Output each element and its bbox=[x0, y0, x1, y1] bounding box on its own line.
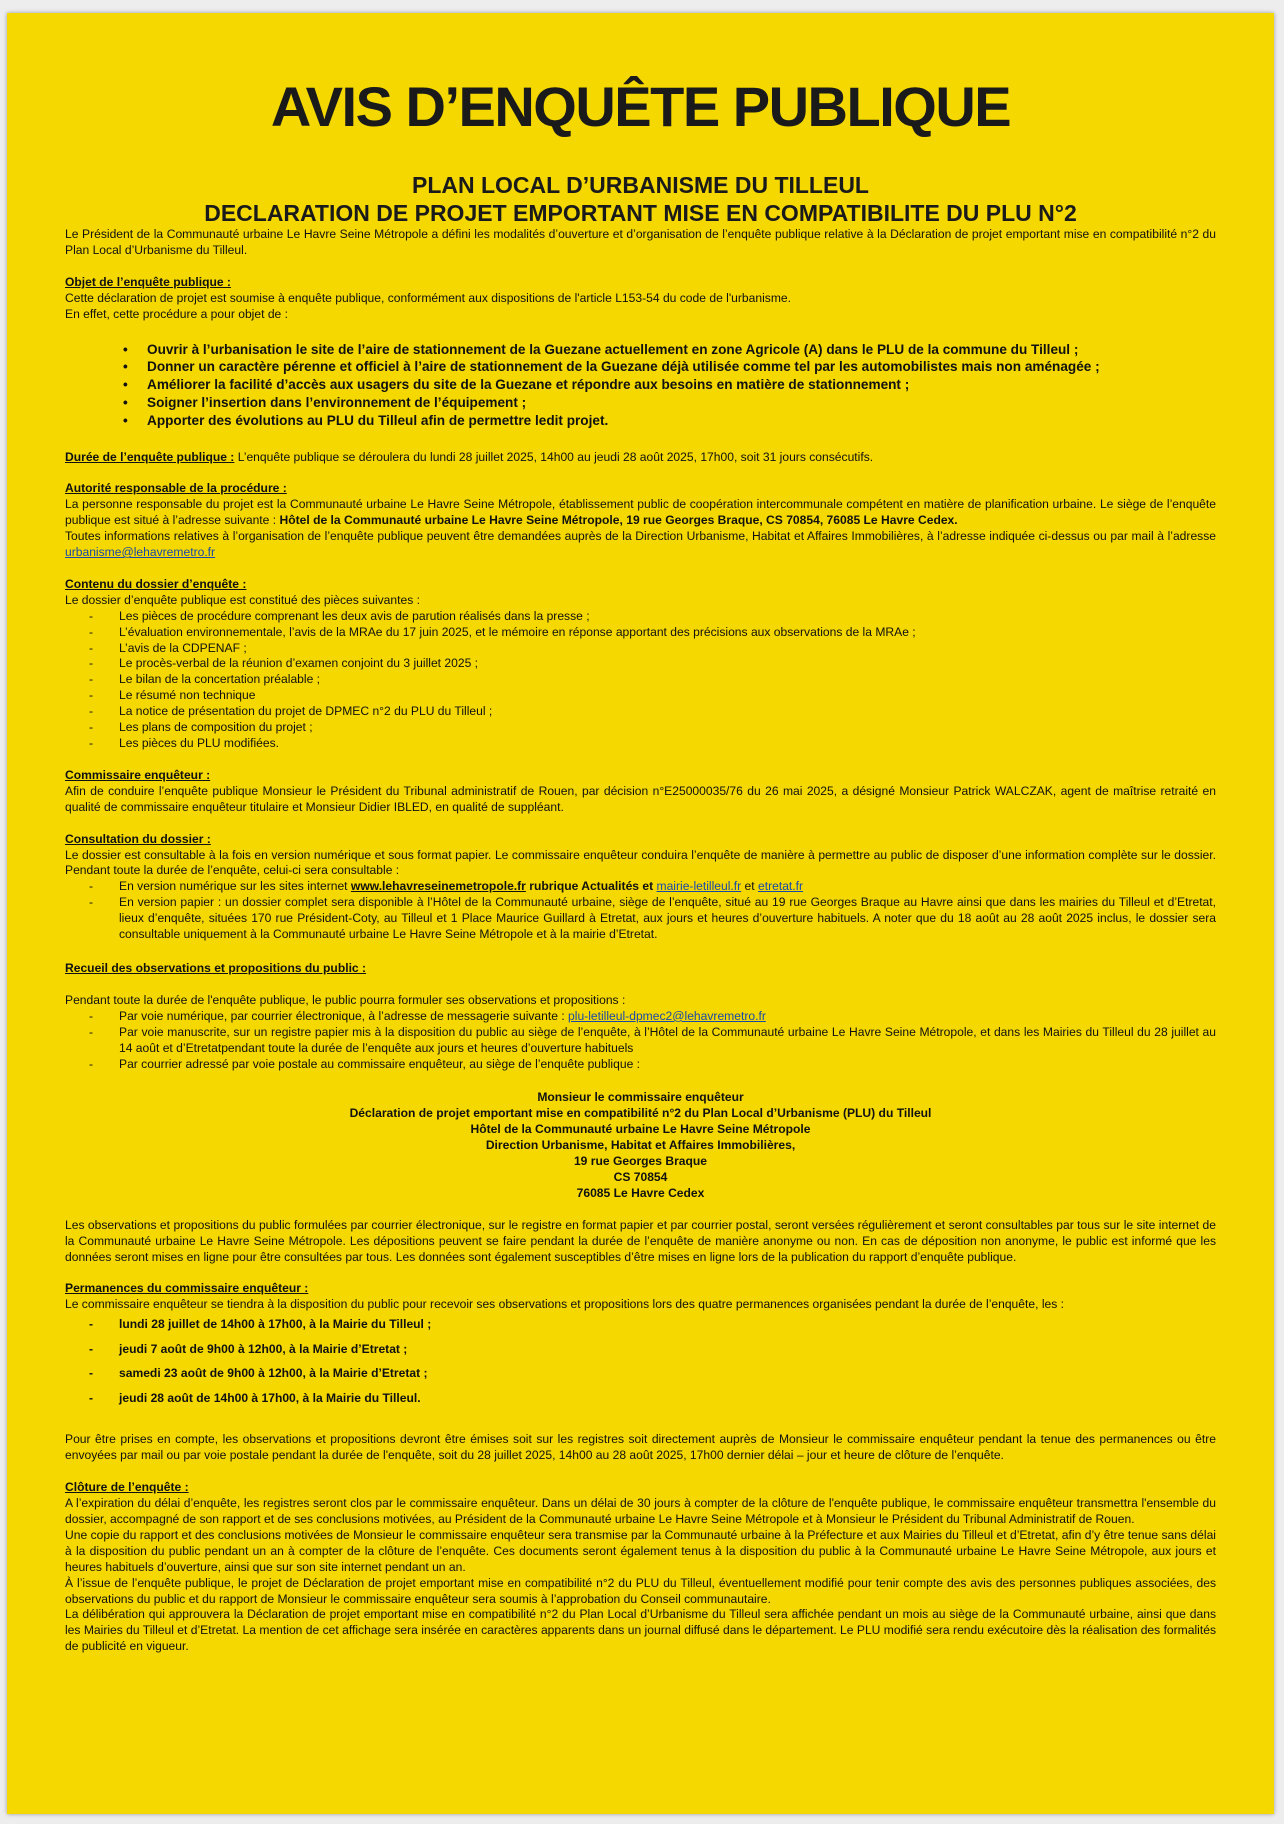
list-item: • Apporter des évolutions au PLU du Tilleul afin de permettre ledit projet. bbox=[147, 412, 1216, 430]
recueil-intro: Pendant toute la durée de l'enquête publique, le public pourra formuler ses observations et propositions : bbox=[65, 992, 626, 1007]
autorite-text-1: La personne responsable du projet est la Communauté urbaine Le Havre Seine Métropole, établissement public de coopération intercommunale compétent en matière de planification urbaine. Le siège de l’enquête publique est situé à l’adresse suivante : bbox=[65, 497, 1216, 528]
consultation-text: Le dossier est consultable à la fois en version numérique et sous format papier. Le commissaire enquêteur conduira l’enquête de manière à permettre au public de disposer d’une information complète sur le dossier. Pendant toute la durée de l’enquête, celui-ci sera consultable : bbox=[65, 847, 1216, 878]
section-autorite bbox=[65, 481, 1216, 561]
cloture-paragraph-1: A l’expiration du délai d’enquête, les registres seront clos par le commissaire enquêteur. Dans un délai de 30 jours à compter de la clôture de l'enquête publique, le commissaire enquêteur transmettra l'ensemble du dossier, accompagné de son rapport et de ses conclusions motivées, au Président de la Communauté urbaine Le Havre Seine Métropole et à Monsieur le Président du Tribunal Administratif de Rouen. bbox=[65, 1496, 1216, 1527]
contenu-list bbox=[65, 609, 1216, 752]
duree-text: L’enquête publique se déroulera du lundi 28 juillet 2025, 14h00 au jeudi 28 août 2025, 17h00, soit 31 jours consécutifs. bbox=[234, 449, 874, 464]
list-item: - En version papier : un dossier complet sera disponible à l’Hôtel de la Communauté urbaine, siège de l’enquête, situé au 19 rue Georges Braque au Havre ainsi que dans les mairies du Tilleul et d’Etretat, lieux d’enquête, situées 170 rue Président-Coty, au Tilleul et 1 Place Maurice Guillard à Etretat, aux jours et heures d’ouverture habituels. A noter que du 18 août au 28 août 2025 inclus, le dossier sera consultable uniquement à la Communauté urbaine Le Havre Seine Métropole et à la mairie d’Etretat. bbox=[119, 895, 1216, 943]
autorite-text-2: Toutes informations relatives à l’organisation de l’enquête publique peuvent être demandées auprès de la Direction Urbanisme, Habitat et Affaires Immobilières, à l’adresse indiquée ci-dessus ou par mail à l’adresse bbox=[65, 529, 1216, 544]
address-line: 19 rue Georges Braque bbox=[573, 1154, 708, 1169]
address-line: Monsieur le commissaire enquêteur bbox=[537, 1090, 744, 1105]
heading-objet: Objet de l’enquête publique : bbox=[65, 274, 231, 289]
list-item: - Le procès-verbal de la réunion d’examen conjoint du 3 juillet 2025 ; bbox=[119, 656, 1216, 672]
list-item: - jeudi 28 août de 14h00 à 17h00, à la Mairie du Tilleul. bbox=[119, 1391, 1216, 1407]
notice-poster bbox=[7, 13, 1274, 1814]
notice-title: AVIS D’ENQUÊTE PUBLIQUE bbox=[270, 75, 1011, 138]
heading-duree: Durée de l’enquête publique : bbox=[65, 449, 235, 464]
list-item: - Le résumé non technique bbox=[119, 688, 1216, 704]
list-item: - La notice de présentation du projet de DPMEC n°2 du PLU du Tilleul ; bbox=[119, 704, 1216, 720]
cloture-paragraph-4: La délibération qui approuvera la Déclaration de projet emportant mise en compatibilité n°2 du Plan Local d’Urbanisme du Tilleul sera affichée pendant un mois au siège de la Communauté urbaine, ainsi que dans les Mairies du Tilleul et d’Etretat. La mention de cet affichage sera insérée en caractères apparents dans un journal diffusé dans le département. Le PLU modifié sera rendu exécutoire dès la réalisation des formalités de publicité en vigueur. bbox=[65, 1607, 1216, 1654]
section-objet bbox=[65, 275, 1216, 430]
section-duree bbox=[65, 450, 1216, 466]
recueil-digital-prefix: Par voie numérique, par courrier électronique, à l’adresse de messagerie suivante : bbox=[119, 1008, 569, 1023]
website-link[interactable]: www.lehavreseinemetropole.fr bbox=[350, 879, 526, 894]
heading-consultation: Consultation du dossier : bbox=[65, 831, 211, 846]
contenu-intro: Le dossier d’enquête publique est constitué des pièces suivantes : bbox=[65, 592, 420, 607]
section-permanences bbox=[65, 1281, 1216, 1464]
postal-address-block bbox=[65, 1090, 1216, 1201]
permanences-intro: Le commissaire enquêteur se tiendra à la disposition du public pour recevoir ses observations et propositions lors des quatre permanences organisées pendant la durée de l’enquête, les : bbox=[65, 1297, 1064, 1312]
list-item: - L’avis de la CDPENAF ; bbox=[119, 641, 1216, 657]
notice-subtitle-plu: PLAN LOCAL D’URBANISME DU TILLEUL bbox=[411, 172, 869, 198]
heading-contenu: Contenu du dossier d’enquête : bbox=[65, 576, 247, 591]
list-item: - Les plans de composition du projet ; bbox=[119, 720, 1216, 736]
autorite-address: Hôtel de la Communauté urbaine Le Havre Seine Métropole, 19 rue Georges Braque, CS 70854, 76085 Le Havre Cedex. bbox=[279, 513, 958, 528]
notice-body bbox=[65, 227, 1216, 1655]
objet-list bbox=[65, 341, 1216, 430]
list-item: - Les pièces du PLU modifiées. bbox=[119, 736, 1216, 752]
list-item: • Améliorer la facilité d’accès aux usagers du site de la Guezane et répondre aux besoins en matière de stationnement ; bbox=[147, 376, 1216, 394]
heading-cloture: Clôture de l’enquête : bbox=[65, 1480, 189, 1495]
objet-line-2: En effet, cette procédure a pour objet de : bbox=[65, 306, 288, 321]
list-item: - Les pièces de procédure comprenant les deux avis de parution réalisés dans la presse ; bbox=[119, 609, 1216, 625]
section-recueil bbox=[65, 961, 1216, 1266]
list-item: - samedi 23 août de 9h00 à 12h00, à la Mairie d’Etretat ; bbox=[119, 1366, 1216, 1382]
commissaire-text: Afin de conduire l’enquête publique Monsieur le Président du Tribunal administratif de Rouen, par décision n°E25000035/76 du 26 mai 2025, a désigné Monsieur Patrick WALCZAK, agent de maîtrise retraité en qualité de commissaire enquêteur titulaire et Monsieur Didier IBLED, en qualité de suppléant. bbox=[65, 783, 1216, 814]
heading-autorite: Autorité responsable de la procédure : bbox=[65, 481, 287, 496]
address-line: Hôtel de la Communauté urbaine Le Havre Seine Métropole bbox=[470, 1122, 811, 1137]
cloture-paragraph-2: Une copie du rapport et des conclusions motivées de Monsieur le commissaire enquêteur sera transmise par la Communauté urbaine à la Préfecture et aux Mairies du Tilleul et d’Etretat, afin d’y être tenue sans délai à la disposition du public pendant un an à compter de la clôture de l’enquête. Ces documents seront également tenus à la disposition du public à la Communauté urbaine Le Havre Seine Métropole, aux jours et heures habituels d’ouverture, ainsi que sur son site internet pendant un an. bbox=[65, 1527, 1216, 1574]
etretat-link[interactable]: etretat.fr bbox=[758, 879, 804, 894]
dpmec-email-link[interactable]: plu-letilleul-dpmec2@lehavremetro.fr bbox=[568, 1008, 766, 1023]
list-item: - Par voie manuscrite, sur un registre papier mis à la disposition du public au siège de l’enquête, à l’Hôtel de la Communauté urbaine Le Havre Seine Métropole, et dans les Mairies du Tilleul du 28 juillet au 14 août et d’Etretatpendant toute la durée de l’enquête aux jours et heures d’ouverture habituels bbox=[119, 1025, 1216, 1057]
heading-commissaire: Commissaire enquêteur : bbox=[65, 767, 211, 782]
notice-subtitle-declaration: DECLARATION DE PROJET EMPORTANT MISE EN COMPATIBILITE DU PLU N°2 bbox=[204, 200, 1077, 226]
objet-line-1: Cette déclaration de projet est soumise à enquête publique, conformément aux dispositions de l'article L153-54 du code de l'urbanisme. bbox=[65, 290, 791, 305]
consultation-rubrique: rubrique Actualités et bbox=[525, 879, 657, 894]
mairie-letilleul-link[interactable]: mairie-letilleul.fr bbox=[656, 879, 742, 894]
consultation-list bbox=[65, 879, 1216, 943]
list-item: • Ouvrir à l’urbanisation le site de l’aire de stationnement de la Guezane actuellement en zone Agricole (A) dans le PLU de la commune du Tilleul ; bbox=[147, 341, 1216, 359]
list-item: - Le bilan de la concertation préalable ; bbox=[119, 672, 1216, 688]
address-line: Direction Urbanisme, Habitat et Affaires Immobilières, bbox=[485, 1138, 796, 1153]
heading-permanences: Permanences du commissaire enquêteur : bbox=[65, 1281, 309, 1296]
address-line: Déclaration de projet emportant mise en compatibilité n°2 du Plan Local d’Urbanisme (PLU) du Tilleul bbox=[349, 1106, 932, 1121]
cloture-paragraph-3: À l’issue de l’enquête publique, le projet de Déclaration de projet emportant mise en compatibilité n°2 du PLU du Tilleul, éventuellement modifié pour tenir compte des avis des personnes publiques associées, des observations du public et du rapport de Monsieur le commissaire enquêteur sera soumis à l’approbation du Conseil communautaire. bbox=[65, 1575, 1216, 1606]
address-line: 76085 Le Havre Cedex bbox=[576, 1185, 705, 1200]
list-item: - Par courrier adressé par voie postale au commissaire enquêteur, au siège de l’enquête publique : bbox=[119, 1057, 1216, 1073]
autorite-email-link[interactable]: urbanisme@lehavremetro.fr bbox=[65, 545, 216, 560]
permanences-list bbox=[65, 1317, 1216, 1406]
section-cloture bbox=[65, 1480, 1216, 1655]
list-item bbox=[119, 1009, 1216, 1025]
list-item: • Donner un caractère pérenne et officiel à l’aire de stationnement de la Guezane déjà utilisée comme tel par les automobilistes mais non aménagée ; bbox=[147, 358, 1216, 376]
section-consultation bbox=[65, 832, 1216, 943]
permanences-after: Pour être prises en compte, les observations et propositions devront être émises soit sur les registres soit directement auprès de Monsieur le commissaire enquêteur pendant la tenue des permanences ou être envoyées par mail ou par voie postale pendant la durée de l'enquête, soit du 28 juillet 2025, 14h00 au 28 août 2025, 17h00 dernier délai – jour et heure de clôture de l’enquête. bbox=[65, 1432, 1216, 1463]
consultation-digital-prefix: En version numérique sur les sites internet bbox=[119, 879, 351, 894]
address-line: CS 70854 bbox=[613, 1169, 668, 1184]
heading-recueil: Recueil des observations et propositions du public : bbox=[65, 960, 367, 975]
consultation-and: et bbox=[741, 879, 758, 894]
list-item: - jeudi 7 août de 9h00 à 12h00, à la Mairie d’Etretat ; bbox=[119, 1342, 1216, 1358]
intro-paragraph: Le Président de la Communauté urbaine Le Havre Seine Métropole a défini les modalités d’ouverture et d’organisation de l’enquête publique relative à la Déclaration de projet emportant mise en compatibilité n°2 du Plan Local d’Urbanisme du Tilleul. bbox=[65, 227, 1216, 257]
list-item: - L’évaluation environnementale, l’avis de la MRAe du 17 juin 2025, et le mémoire en réponse apportant des précisions aux observations de la MRAe ; bbox=[119, 625, 1216, 641]
list-item: • Soigner l’insertion dans l’environnement de l’équipement ; bbox=[147, 394, 1216, 412]
list-item bbox=[119, 879, 1216, 895]
recueil-list bbox=[65, 1009, 1216, 1073]
list-item: - lundi 28 juillet de 14h00 à 17h00, à la Mairie du Tilleul ; bbox=[119, 1317, 1216, 1333]
section-contenu bbox=[65, 577, 1216, 752]
section-commissaire bbox=[65, 768, 1216, 816]
recueil-after: Les observations et propositions du public formulées par courrier électronique, sur le registre en format papier et par courrier postal, seront versées régulièrement et seront consultables par tous sur le site internet de la Communauté urbaine Le Havre Seine Métropole. Les dépositions peuvent se faire pendant la durée de l’enquête de manière anonyme ou non. En cas de déposition non anonyme, le public est informé que les données seront mises en ligne pour être consultées par tous. Les données sont également susceptibles d’être mises en ligne lors de la publication du rapport d’enquête publique. bbox=[65, 1217, 1216, 1264]
